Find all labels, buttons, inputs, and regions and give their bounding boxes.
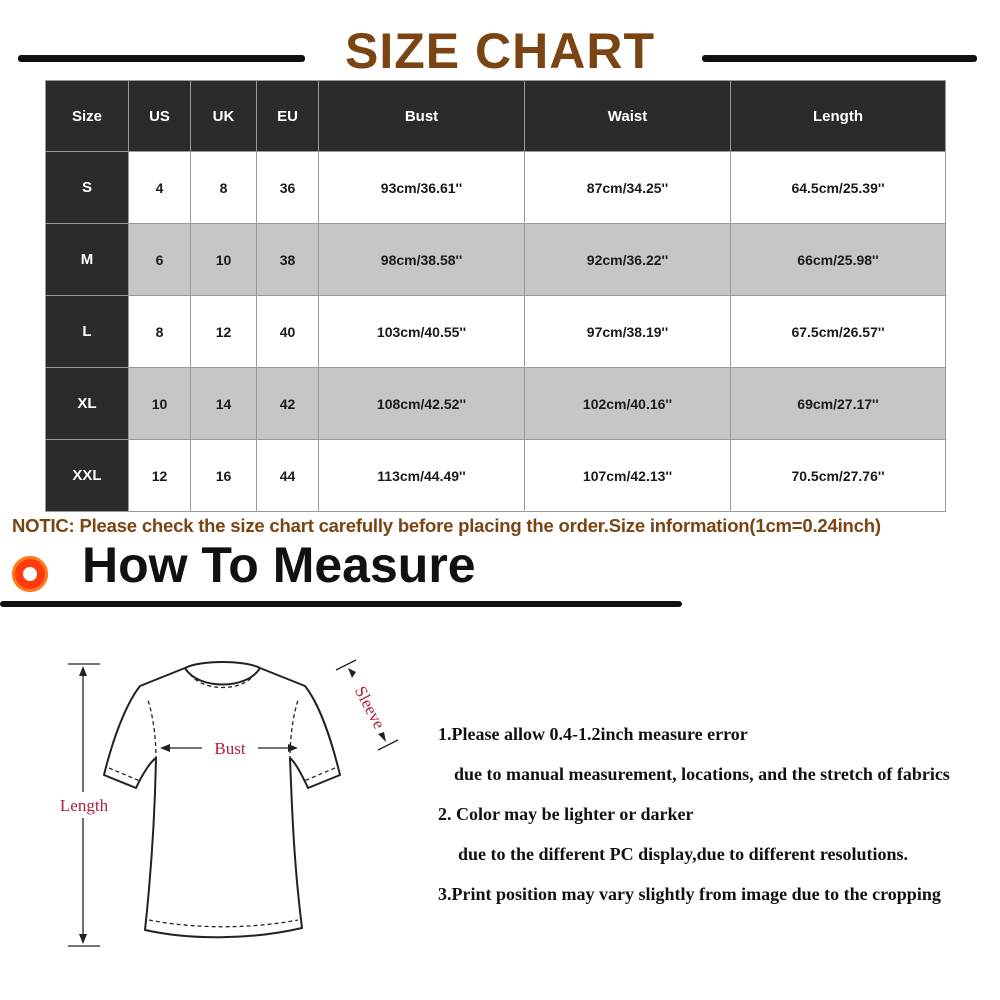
size-notice: NOTIC: Please check the size chart carefully before placing the order.Size information(1cm=0.24inch) bbox=[12, 515, 881, 536]
waist-cell: 107cm/42.13'' bbox=[525, 440, 731, 512]
tshirt-diagram bbox=[40, 650, 420, 960]
page-title: SIZE CHART bbox=[345, 23, 655, 79]
instruction-3: 3.Print position may vary slightly from image due to the cropping bbox=[438, 884, 941, 904]
header-row bbox=[46, 81, 946, 152]
bust-cell: 108cm/42.52'' bbox=[319, 368, 525, 440]
us-cell: 10 bbox=[129, 368, 191, 440]
bust-cell: 98cm/38.58'' bbox=[319, 224, 525, 296]
bullet-ring-icon bbox=[12, 556, 48, 592]
size-cell: S bbox=[46, 152, 129, 224]
stitch-lines bbox=[109, 674, 335, 927]
header-us: US bbox=[129, 81, 191, 152]
tshirt-outline bbox=[104, 662, 340, 937]
table-row bbox=[46, 440, 946, 512]
title-divider-right bbox=[702, 55, 977, 62]
eu-cell: 40 bbox=[257, 296, 319, 368]
title-divider-left bbox=[18, 55, 305, 62]
bust-cell: 113cm/44.49'' bbox=[319, 440, 525, 512]
instruction-1-detail: due to manual measurement, locations, and the stretch of fabrics bbox=[454, 764, 950, 784]
table-header bbox=[46, 81, 946, 152]
instruction-2: 2. Color may be lighter or darker bbox=[438, 804, 694, 824]
table-row bbox=[46, 224, 946, 296]
table-body bbox=[46, 152, 946, 512]
table-row bbox=[46, 368, 946, 440]
length-cell: 66cm/25.98'' bbox=[731, 224, 946, 296]
uk-cell: 8 bbox=[191, 152, 257, 224]
bust-label: Bust bbox=[214, 739, 246, 758]
uk-cell: 16 bbox=[191, 440, 257, 512]
length-label: Length bbox=[59, 796, 109, 815]
measure-title: How To Measure bbox=[82, 537, 476, 593]
eu-cell: 36 bbox=[257, 152, 319, 224]
waist-cell: 87cm/34.25'' bbox=[525, 152, 731, 224]
us-cell: 6 bbox=[129, 224, 191, 296]
length-cell: 64.5cm/25.39'' bbox=[731, 152, 946, 224]
header-length: Length bbox=[731, 81, 946, 152]
instruction-2-detail: due to the different PC display,due to different resolutions. bbox=[458, 844, 909, 864]
length-cell: 69cm/27.17'' bbox=[731, 368, 946, 440]
eu-cell: 42 bbox=[257, 368, 319, 440]
length-cell: 67.5cm/26.57'' bbox=[731, 296, 946, 368]
bust-cell: 93cm/36.61'' bbox=[319, 152, 525, 224]
size-cell: XL bbox=[46, 368, 129, 440]
us-cell: 4 bbox=[129, 152, 191, 224]
waist-cell: 92cm/36.22'' bbox=[525, 224, 731, 296]
size-cell: XXL bbox=[46, 440, 129, 512]
size-chart-table bbox=[45, 80, 946, 512]
waist-cell: 102cm/40.16'' bbox=[525, 368, 731, 440]
length-cell: 70.5cm/27.76'' bbox=[731, 440, 946, 512]
eu-cell: 38 bbox=[257, 224, 319, 296]
uk-cell: 10 bbox=[191, 224, 257, 296]
header-bust: Bust bbox=[319, 81, 525, 152]
sleeve-label: Sleeve bbox=[350, 682, 389, 732]
header-size: Size bbox=[46, 81, 129, 152]
waist-cell: 97cm/38.19'' bbox=[525, 296, 731, 368]
size-cell: M bbox=[46, 224, 129, 296]
eu-cell: 44 bbox=[257, 440, 319, 512]
header-eu: EU bbox=[257, 81, 319, 152]
uk-cell: 14 bbox=[191, 368, 257, 440]
header-uk: UK bbox=[191, 81, 257, 152]
us-cell: 8 bbox=[129, 296, 191, 368]
bust-cell: 103cm/40.55'' bbox=[319, 296, 525, 368]
table-row bbox=[46, 296, 946, 368]
header-waist: Waist bbox=[525, 81, 731, 152]
instruction-1: 1.Please allow 0.4-1.2inch measure error bbox=[438, 724, 748, 744]
table-row bbox=[46, 152, 946, 224]
us-cell: 12 bbox=[129, 440, 191, 512]
uk-cell: 12 bbox=[191, 296, 257, 368]
size-cell: L bbox=[46, 296, 129, 368]
measure-divider bbox=[0, 601, 682, 607]
